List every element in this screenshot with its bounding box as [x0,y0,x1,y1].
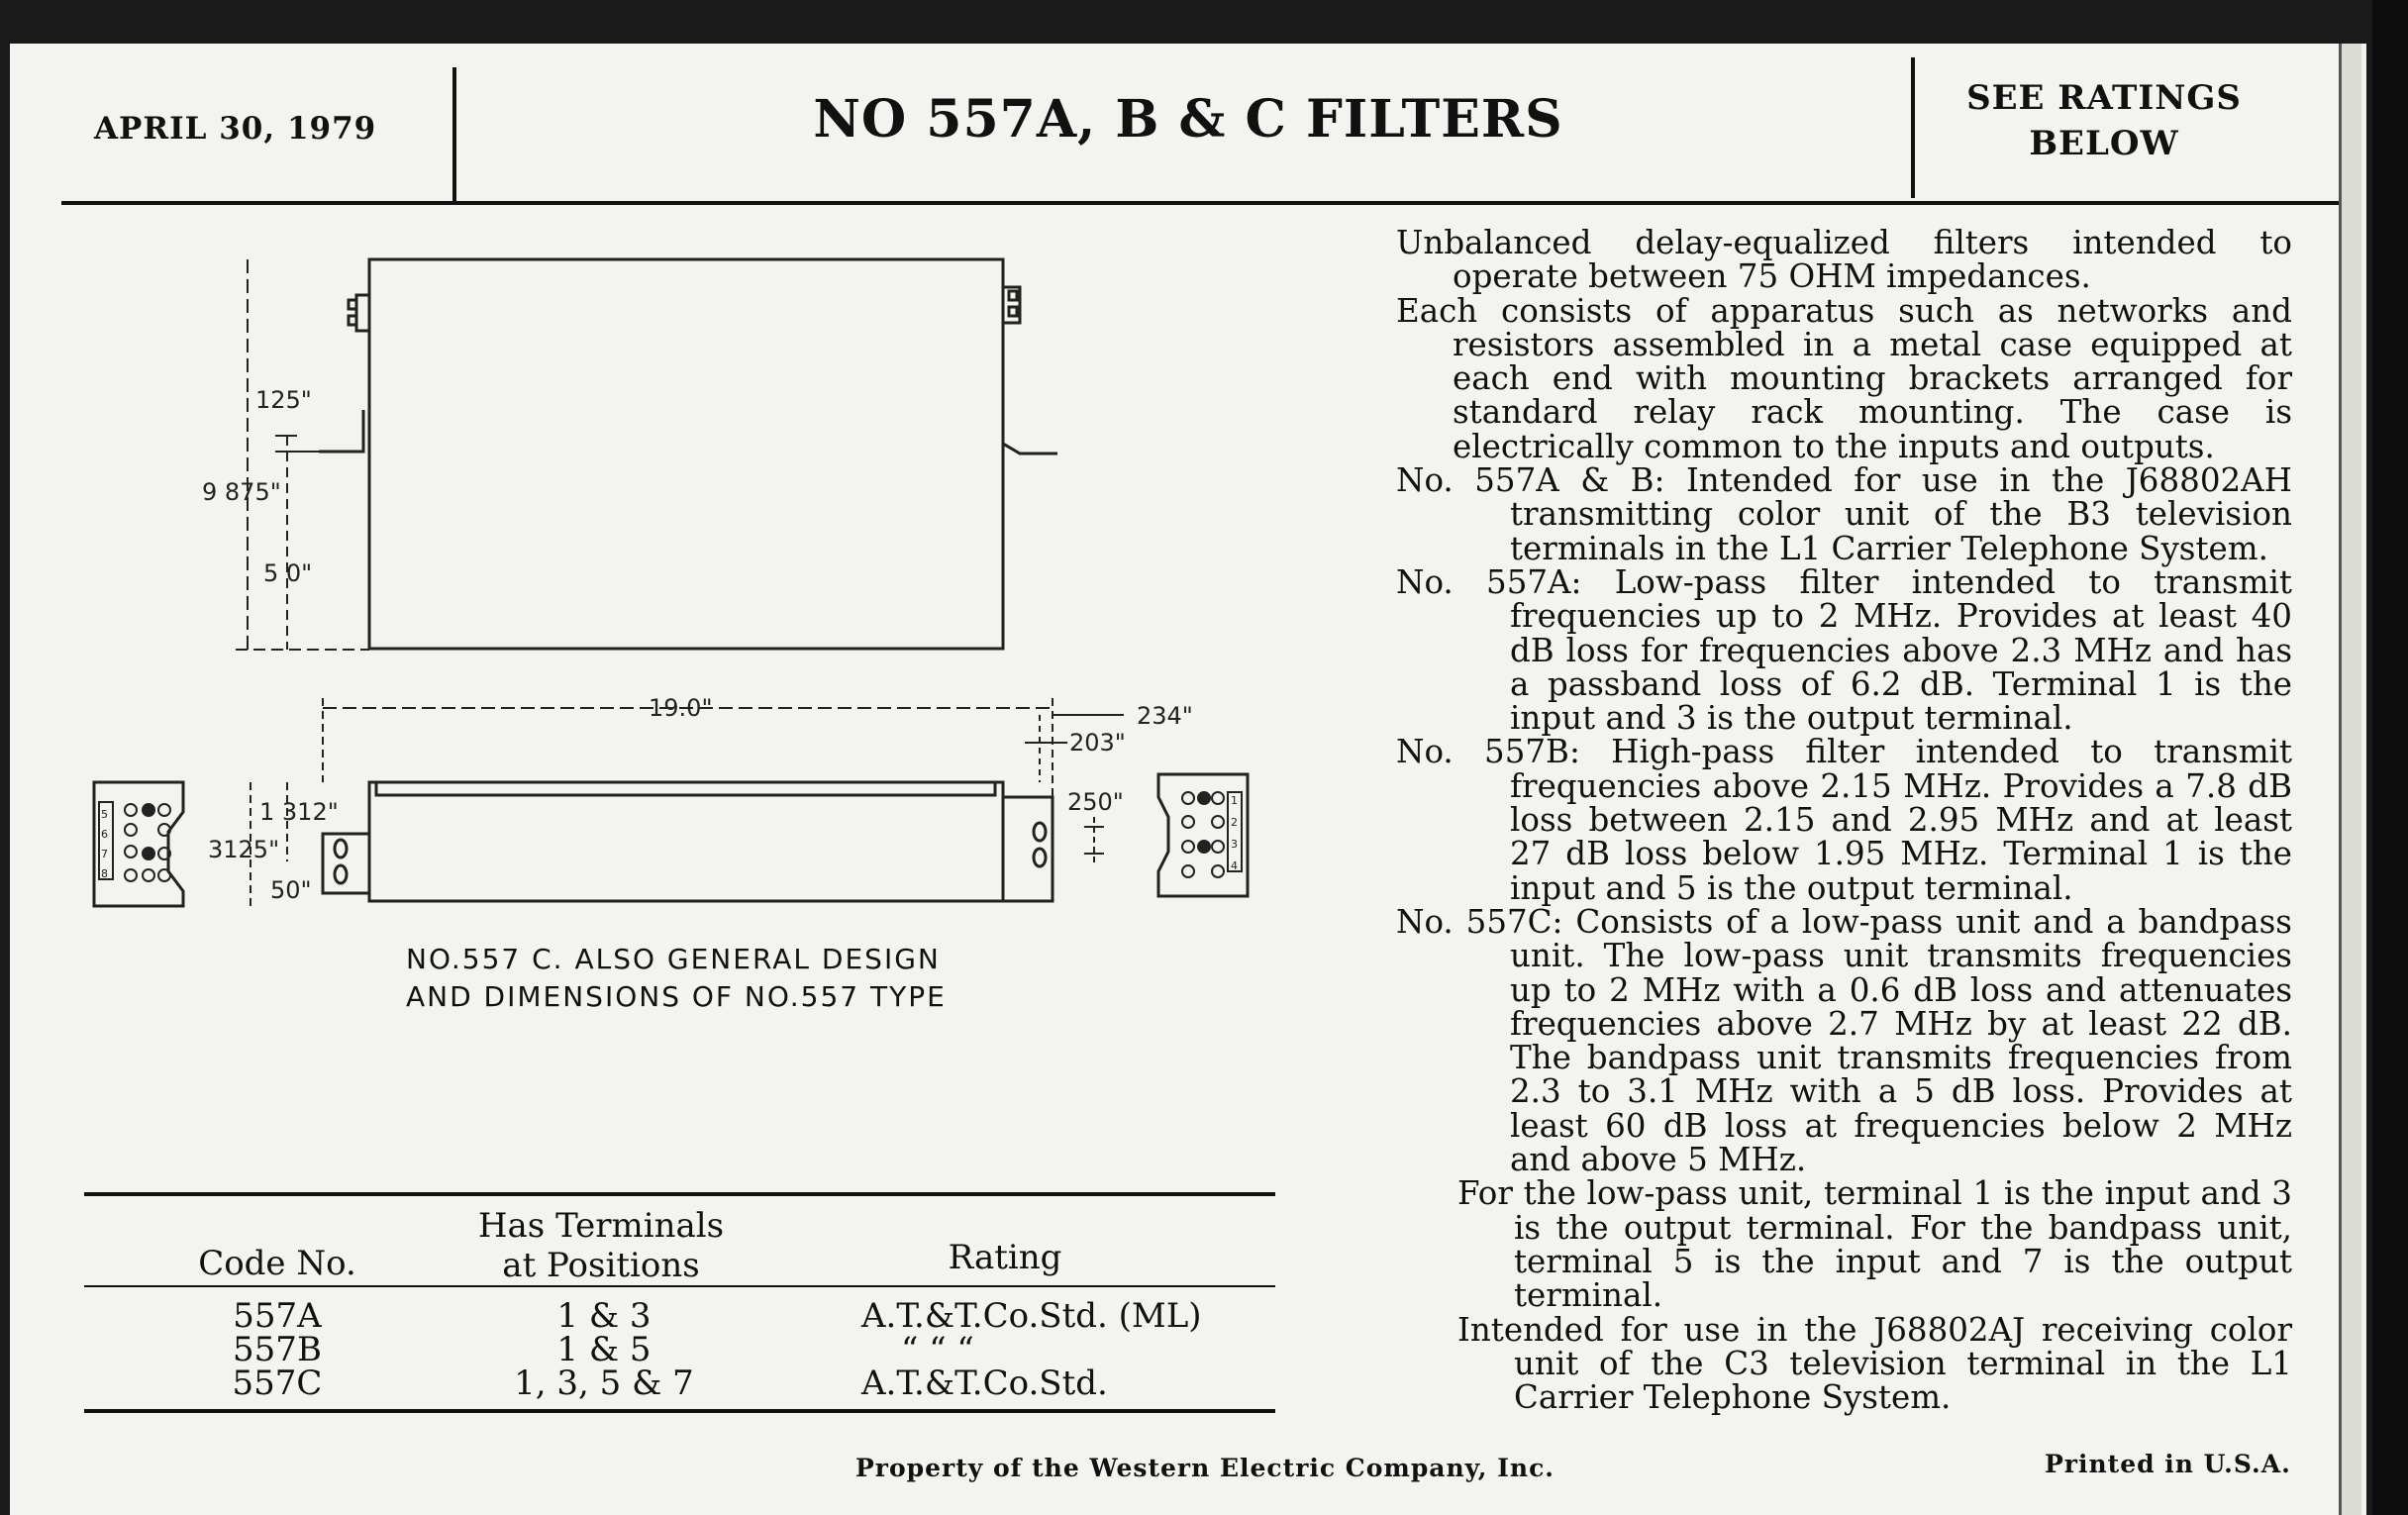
col-header-terminals-line2: at Positions [502,1246,700,1285]
col-header-terminals-line1: Has Terminals [477,1206,725,1246]
col-terminal-values [455,1296,752,1403]
desc-para-4: No. 557A: Low-pass filter intended to transmit frequencies up to 2 MHz. Provides at least 40 dB loss for frequencies above 2.3 MHz and has a passband loss of 6.2 dB. Terminal 1 is the input and 3 is the output terminal. [1396,562,2292,738]
terminal-label-8: 8 [101,867,108,880]
footer-property: Property of the Western Electric Company, Inc. [855,1454,1555,1482]
col-header-rating: Rating [948,1238,1062,1277]
ratings-note-line-1: SEE RATINGS [1966,78,2242,118]
row-557a-code: 557A [233,1296,322,1336]
end-view-left [94,782,183,906]
terminal-label-4: 4 [1231,859,1238,872]
terminal-label-3: 3 [1231,838,1238,851]
row-557c-terminals: 1, 3, 5 & 7 [514,1364,694,1403]
row-557a-rating: A.T.&T.Co.Std. (ML) [861,1296,1202,1336]
col-code-values [168,1296,386,1403]
dim-1312: 1 312" [259,798,339,826]
scan-dark-edge [2372,0,2408,1515]
dim-125: 125" [255,386,312,414]
side-view-case [369,782,1003,901]
terminal-label-7: 7 [101,848,108,860]
header-date: APRIL 30, 1979 [94,111,377,147]
ratings-note-line-2: BELOW [2029,124,2179,163]
footer-printed: Printed in U.S.A. [2045,1450,2291,1478]
desc-para-3: No. 557A & B: Intended for use in the J68802AH transmitting color unit of the B3 television terminals in the L1 Carrier Telephone System. [1396,461,2292,567]
drawing-caption [406,941,947,1016]
desc-para-2: Each consists of apparatus such as networks and resistors assembled in a metal case equipped at each end with mounting brackets arranged for standard relay rack mounting. The case is electrically common to the inputs and outputs. [1396,291,2292,465]
desc-para-1: Unbalanced delay-equalized filters intended to operate between 75 OHM impedances. [1396,224,2292,296]
dim-234: 234" [1137,702,1193,730]
desc-para-6: No. 557C: Consists of a low-pass unit and a bandpass unit. The low-pass unit transmits frequencies up to 2 MHz with a 0.6 dB loss and attenuates frequencies above 2.7 MHz by at least 22 dB. The bandpass unit transmits frequencies from 2.3 to 3.1 MHz with a 5 dB loss. Provides at least 60 dB loss at frequencies below 2 MHz and above 5 MHz. [1396,902,2292,1179]
col-rating-values [861,1296,1248,1403]
caption-line-2: AND DIMENSIONS OF NO.557 TYPE [406,980,947,1013]
row-557c-code: 557C [232,1364,323,1403]
header-ratings-note [1936,75,2272,166]
dim-250: 250" [1067,788,1124,816]
terminal-label-5: 5 [101,808,108,821]
description-text [1396,224,2292,1417]
dim-9875: 9 875" [202,478,281,506]
table-top-rule [84,1192,1275,1196]
terminal-label-1: 1 [1231,794,1238,807]
terminal-label-2: 2 [1231,816,1238,829]
row-557c-rating: A.T.&T.Co.Std. [861,1364,1108,1403]
row-557a-terminals: 1 & 3 [556,1296,652,1336]
col-header-code: Code No. [198,1244,356,1283]
desc-para-5: No. 557B: High-pass filter intended to transmit frequencies above 2.15 MHz. Provides a 7.8 dB loss between 2.15 and 2.95 MHz and at least 27 dB loss below 1.95 MHz. Terminal 1 is the input and 5 is the output terminal. [1396,733,2292,907]
row-557b-code: 557B [233,1330,322,1369]
dim-190: 19.0" [649,694,713,722]
desc-para-7: For the low-pass unit, terminal 1 is the input and 3 is the output terminal. For the bandpass unit, terminal 5 is the input and 7 is the output terminal. [1457,1174,2292,1315]
dim-203: 203" [1069,729,1126,757]
front-view-case [369,259,1003,649]
row-557b-terminals: 1 & 5 [556,1330,652,1369]
table-header-rule [84,1285,1275,1287]
desc-para-8: Intended for use in the J68802AJ receiving color unit of the C3 television terminal in the L1 Carrier Telephone System. [1457,1310,2292,1417]
dim-50-top: 5 0" [263,559,313,587]
dim-50-bottom: 50" [270,876,312,904]
col-header-terminals [448,1206,754,1285]
filter-technical-drawing [0,0,1307,990]
dim-3125: 3125" [208,836,280,863]
header-divider-right [1911,57,1915,198]
terminal-label-6: 6 [101,828,108,841]
scan-binding-strip [2339,44,2361,1515]
row-557b-rating: “ “ “ [901,1330,974,1369]
page-title: NO 557A, B & C FILTERS [813,89,1563,150]
caption-line-1: NO.557 C. ALSO GENERAL DESIGN [406,943,941,975]
table-bottom-rule [84,1409,1275,1413]
